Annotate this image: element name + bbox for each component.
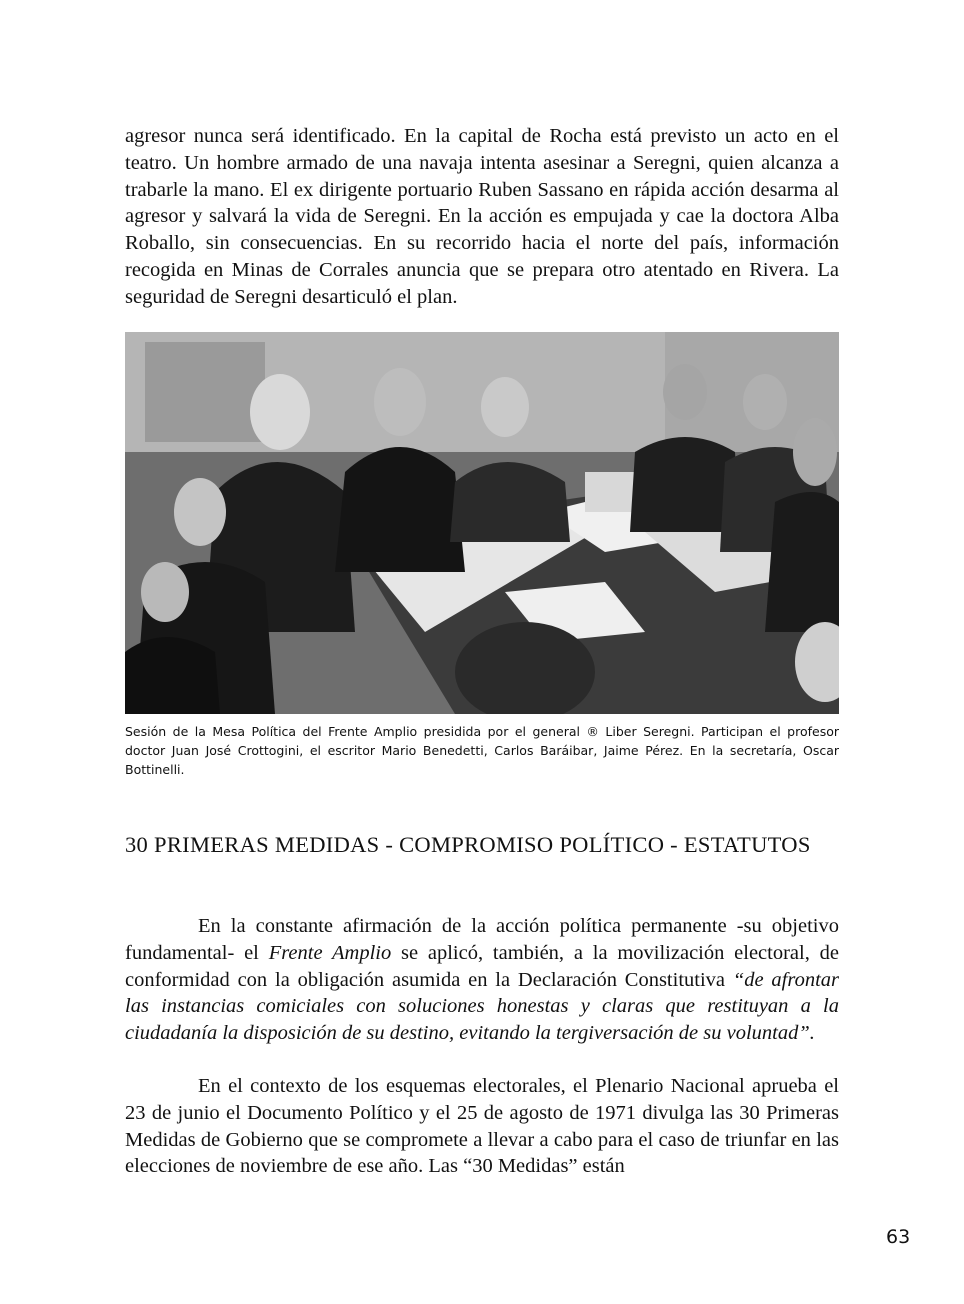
body-paragraph-1: agresor nunca será identificado. En la capital de Rocha está previsto un acto en el teatro. Un hombre armado de una navaja intenta asesinar a Seregni, quien alcanza a trabarle la mano. El ex dirigente portuario Ruben Sassano en rápida acción desarma al agresor y salvará la vida de Seregni. En la acción es empujada y cae la doctora Alba Roballo, sin consecuencias. En su recorrido hacia el norte del país, información recogida en Minas de Corrales anuncia que se prepara otro atentado en Rivera. La seguridad de Seregni desarticuló el plan. xyxy=(125,125,839,308)
body-paragraph-2 xyxy=(125,913,839,1047)
paragraph-2-text-middle: se aplicó, también, a la movilización electoral, de conformidad con la obligación asumida en la Declaración Constitutiva xyxy=(125,941,839,991)
paragraph-2-text-start: En la constante afirmación de la acción política permanente -su objetivo fundamental- el xyxy=(125,915,839,964)
section-heading: 30 PRIMERAS MEDIDAS - COMPROMISO POLÍTICO - ESTATUTOS xyxy=(125,832,811,857)
frente-amplio-italic: Frente Amplio xyxy=(268,941,392,964)
page-number: 63 xyxy=(886,1226,911,1248)
meeting-photo xyxy=(125,332,839,714)
declaration-quote: “de afrontar las instancias comiciales con soluciones honestas y claras que restituyan a la ciudadanía la disposición de su destino, evitando la tergiversación de su voluntad”. xyxy=(125,968,839,1045)
photo-caption: Sesión de la Mesa Política del Frente Amplio presidida por el general ® Liber Seregni. Participan el profesor doctor Juan José Crottogini, el escritor Mario Benedetti, Carlos Baráibar, Jaime Pérez. En la secretaría, Oscar Bottinelli. xyxy=(125,724,839,777)
body-paragraph-3: En el contexto de los esquemas electorales, el Plenario Nacional aprueba el 23 de junio el Documento Político y el 25 de agosto de 1971 divulga las 30 Primeras Medidas de Gobierno que se compromete a llevar a cabo para el caso de triunfar en las elecciones de noviembre de ese año. Las “30 Medidas” están xyxy=(125,1075,839,1178)
